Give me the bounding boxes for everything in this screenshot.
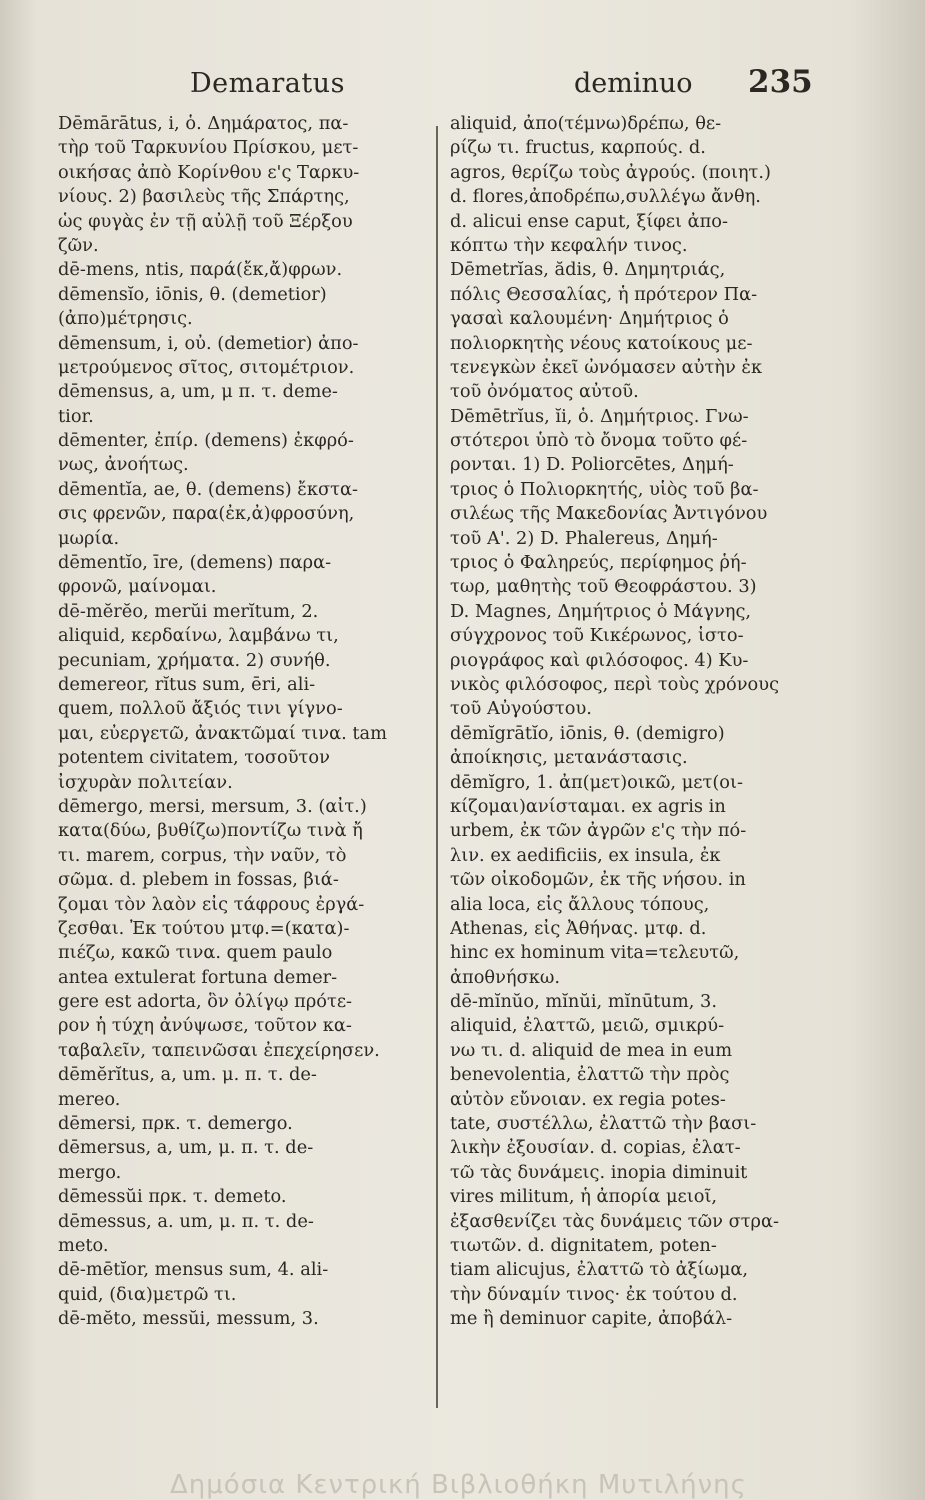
entry-line: ζῶν. bbox=[58, 234, 99, 256]
page-number: 235 bbox=[748, 64, 813, 100]
entry-line: Athenas, εἰς Ἀθήνας. μτφ. d. bbox=[450, 917, 707, 939]
entry-line: νικὸς φιλόσοφος, περὶ τοὺς χρόνους bbox=[450, 673, 780, 695]
entry-line: dēmenter, ἐπίρ. (demens) ἐκφρό- bbox=[58, 430, 354, 452]
entry-line: me ἢ deminuor capite, ἀποβάλ- bbox=[450, 1308, 733, 1330]
left-column bbox=[58, 112, 430, 1332]
entry-line: ταβαλεῖν, ταπεινῶσαι ἐπεχείρησεν. bbox=[58, 1039, 380, 1061]
entry-line: τωρ, μαθητὴς τοῦ Θεοφράστου. 3) bbox=[450, 576, 757, 598]
entry-line: aliquid, ἀπο(τέμνω)δρέπω, θε- bbox=[450, 113, 722, 134]
right-column bbox=[450, 112, 822, 1332]
entry-line: ἀποθνήσκω. bbox=[450, 966, 560, 988]
entry-line: dēmentĭa, ae, θ. (demens) ἔκστα- bbox=[58, 478, 358, 500]
entry-line: ζεσθαι. Ἐκ τούτου μτφ.=(κατα)- bbox=[58, 917, 350, 939]
entry-line: ἰσχυρὰν πολιτείαν. bbox=[58, 771, 233, 793]
entry-line: dēmĕrĭtus, a, um. μ. π. τ. de- bbox=[58, 1064, 317, 1086]
entry-line: dē-mētĭor, mensus sum, 4. ali- bbox=[58, 1259, 329, 1281]
entry-line: mergo. bbox=[58, 1161, 122, 1183]
entry-line: λιν. ex aedificiis, ex insula, ἐκ bbox=[450, 844, 721, 866]
entry-line: antea extulerat fortuna demer- bbox=[58, 966, 338, 988]
entry-line: κατα(δύω, βυθίζω)ποντίζω τινὰ ἤ bbox=[58, 820, 363, 842]
entry-line: πιέζω, κακῶ τινα. quem paulo bbox=[58, 942, 333, 964]
entry-line: Dēmārātus, i, ὁ. Δημάρατος, πα- bbox=[58, 113, 349, 134]
entry-line: dēmĭgrātĭo, iōnis, θ. (demigro) bbox=[450, 722, 725, 744]
entry-line: dēmentĭo, īre, (demens) παρα- bbox=[58, 552, 332, 574]
entry-line: dēmessus, a. um, μ. π. τ. de- bbox=[58, 1210, 314, 1232]
entry-line: dē-mens, ntis, παρά(ἔκ,ἄ)φρων. bbox=[58, 259, 343, 281]
entry-line: λικὴν ἐξουσίαν. d. copias, ἐλατ- bbox=[450, 1137, 741, 1159]
entry-line: dēmĭgro, 1. ἀπ(μετ)οικῶ, μετ(οι- bbox=[450, 771, 743, 793]
entry-line: mereo. bbox=[58, 1088, 121, 1110]
entry-line: benevolentia, ἐλαττῶ τὴν πρὸς bbox=[450, 1064, 730, 1086]
entry-line: ριογράφος καὶ φιλόσοφος. 4) Κυ- bbox=[450, 649, 749, 671]
entry-line: dē-mĕrĕo, merŭi merĭtum, 2. bbox=[58, 600, 319, 622]
entry-line: μωρία. bbox=[58, 527, 120, 549]
entry-line: potentem civitatem, τοσοῦτον bbox=[58, 747, 330, 769]
entry-line: αὐτὸν εὔνοιαν. ex regia potes- bbox=[450, 1088, 726, 1110]
entry-line: ρον ἡ τύχη ἀνύψωσε, τοῦτον κα- bbox=[58, 1015, 352, 1037]
entry-line: vires militum, ἡ ἀπορία μειοῖ, bbox=[450, 1186, 718, 1208]
entry-line: τοῦ Αὐγούστου. bbox=[450, 698, 592, 720]
entry-line: κόπτω τὴν κεφαλήν τινος. bbox=[450, 234, 688, 256]
entry-line: τῶν οἰκοδομῶν, ἐκ τῆς νήσου. in bbox=[450, 869, 746, 891]
entry-line: urbem, ἐκ τῶν ἀγρῶν ε'ς τὴν πό- bbox=[450, 820, 747, 842]
entry-line: hinc ex hominum vita=τελευτῶ, bbox=[450, 942, 740, 964]
entry-line: tior. bbox=[58, 405, 94, 427]
entry-line: D. Magnes, Δημήτριος ὁ Μάγνης, bbox=[450, 600, 752, 622]
entry-line: aliquid, κερδαίνω, λαμβάνω τι, bbox=[58, 625, 339, 647]
entry-line: σύγχρονος τοῦ Κικέρωνος, ἱστο- bbox=[450, 625, 744, 647]
entry-line: quid, (δια)μετρῶ τι. bbox=[58, 1283, 237, 1305]
entry-line: τενεγκὼν ἐκεῖ ὠνόμασεν αὐτὴν ἐκ bbox=[450, 356, 763, 378]
entry-line: dēmessŭi πρκ. τ. demeto. bbox=[58, 1186, 287, 1208]
entry-line: τι. marem, corpus, τὴν ναῦν, τὸ bbox=[58, 844, 347, 866]
entry-line: τὴν δύναμίν τινος· ἐκ τούτου d. bbox=[450, 1283, 738, 1305]
entry-line: σιλέως τῆς Μακεδονίας Ἀντιγόνου bbox=[450, 503, 768, 525]
entry-line: τὴρ τοῦ Ταρκυνίου Πρίσκου, μετ- bbox=[58, 137, 359, 159]
entry-line: demereor, rĭtus sum, ēri, ali- bbox=[58, 673, 316, 695]
entry-line: d. alicui ense caput, ξίφει ἀπο- bbox=[450, 210, 728, 232]
entry-line: κίζομαι)ανίσταμαι. ex agris in bbox=[450, 795, 726, 817]
entry-line: dē-mĕto, messŭi, messum, 3. bbox=[58, 1308, 319, 1330]
entry-line: σῶμα. d. plebem in fossas, βιά- bbox=[58, 869, 339, 891]
column-divider bbox=[436, 126, 438, 1408]
entry-line: agros, θερίζω τοὺς ἀγρούς. (ποιητ.) bbox=[450, 161, 771, 183]
entry-line: quem, πολλοῦ ἄξιός τινι γίγνο- bbox=[58, 698, 343, 720]
library-watermark: Δημόσια Κεντρική Βιβλιοθήκη Μυτιλήνης bbox=[170, 1470, 747, 1500]
entry-line: τιωτῶν. d. dignitatem, poten- bbox=[450, 1234, 717, 1256]
entry-line: aliquid, ἐλαττῶ, μειῶ, σμικρύ- bbox=[450, 1015, 725, 1037]
entry-line: dēmensĭo, iōnis, θ. (demetior) bbox=[58, 283, 327, 305]
entry-line: πολιορκητὴς νέους κατοίκους με- bbox=[450, 332, 753, 354]
entry-line: pecuniam, χρήματα. 2) συνήθ. bbox=[58, 649, 331, 671]
entry-line: dēmergo, mersi, mersum, 3. (αἰτ.) bbox=[58, 795, 367, 817]
entry-line: πόλις Θεσσαλίας, ἡ πρότερον Πα- bbox=[450, 283, 758, 305]
entry-line: tiam alicujus, ἐλαττῶ τὸ ἀξίωμα, bbox=[450, 1259, 749, 1281]
entry-line: οικήσας ἀπὸ Κορίνθου ε'ς Ταρκυ- bbox=[58, 161, 360, 183]
entry-line: νω τι. d. aliquid de mea in eum bbox=[450, 1039, 733, 1061]
entry-line: ἀποίκησις, μετανάστασις. bbox=[450, 747, 688, 769]
entry-line: τριος ὁ Φαληρεύς, περίφημος ῥή- bbox=[450, 552, 747, 574]
entry-line: gere est adorta, ὃν ὀλίγῳ πρότε- bbox=[58, 991, 353, 1013]
entry-line: τῶ τὰς δυνάμεις. inopia diminuit bbox=[450, 1161, 748, 1183]
entry-line: Dēmētrĭus, ĭi, ὁ. Δημήτριος. Γνω- bbox=[450, 405, 749, 427]
entry-line: μετρούμενος σῖτος, σιτομέτριον. bbox=[58, 356, 355, 378]
entry-line: ρίζω τι. fructus, καρπούς. d. bbox=[450, 137, 706, 159]
entry-line: ζομαι τὸν λαὸν εἰς τάφρους ἐργά- bbox=[58, 893, 365, 915]
entry-line: τοῦ ὀνόματος αὐτοῦ. bbox=[450, 381, 639, 403]
header-left-guideword: Demaratus bbox=[190, 68, 345, 99]
running-header bbox=[0, 62, 925, 110]
entry-line: σις φρενῶν, παρα(ἐκ,ἀ)φροσύνη, bbox=[58, 503, 355, 525]
entry-line: ἐξασθενίζει τὰς δυνάμεις τῶν στρα- bbox=[450, 1210, 780, 1232]
entry-line: alia loca, εἰς ἄλλους τόπους, bbox=[450, 893, 710, 915]
entry-line: ὡς φυγὰς ἐν τῇ αὐλῇ τοῦ Ξέρξου bbox=[58, 210, 353, 232]
entry-line: γασαὶ καλουμένη· Δημήτριος ὁ bbox=[450, 308, 729, 330]
header-right-guideword: deminuo bbox=[574, 68, 693, 99]
entry-line: τριος ὁ Πολιορκητής, υἱὸς τοῦ βα- bbox=[450, 478, 759, 500]
entry-line: dēmersus, a, um, μ. π. τ. de- bbox=[58, 1137, 314, 1159]
entry-line: (ἀπο)μέτρησις. bbox=[58, 308, 193, 330]
entry-line: d. flores,ἀποδρέπω,συλλέγω ἄνθη. bbox=[450, 186, 761, 208]
entry-line: τοῦ Α'. 2) D. Phalereus, Δημή- bbox=[450, 527, 718, 549]
entry-line: dē-mĭnŭo, mĭnŭi, mĭnūtum, 3. bbox=[450, 991, 717, 1013]
entry-line: dēmensum, i, οὐ. (demetior) ἀπο- bbox=[58, 332, 359, 354]
entry-line: νίους. 2) βασιλεὺς τῆς Σπάρτης, bbox=[58, 186, 350, 208]
entry-line: dēmensus, a, um, μ π. τ. deme- bbox=[58, 381, 338, 403]
entry-line: Dēmetrĭas, ădis, θ. Δημητριάς, bbox=[450, 259, 726, 281]
entry-line: στότεροι ὑπὸ τὸ ὄνομα τοῦτο φέ- bbox=[450, 430, 748, 452]
entry-line: μαι, εὐεργετῶ, ἀνακτῶμαί τινα. tam bbox=[58, 722, 388, 744]
entry-line: meto. bbox=[58, 1234, 109, 1256]
entry-line: dēmersi, πρκ. τ. demergo. bbox=[58, 1113, 293, 1135]
entry-line: φρονῶ, μαίνομαι. bbox=[58, 576, 217, 598]
entry-line: tate, συστέλλω, ἐλαττῶ τὴν βασι- bbox=[450, 1113, 757, 1135]
entry-line: ρονται. 1) D. Poliorcētes, Δημή- bbox=[450, 454, 734, 476]
entry-line: νως, ἀνοήτως. bbox=[58, 454, 189, 476]
